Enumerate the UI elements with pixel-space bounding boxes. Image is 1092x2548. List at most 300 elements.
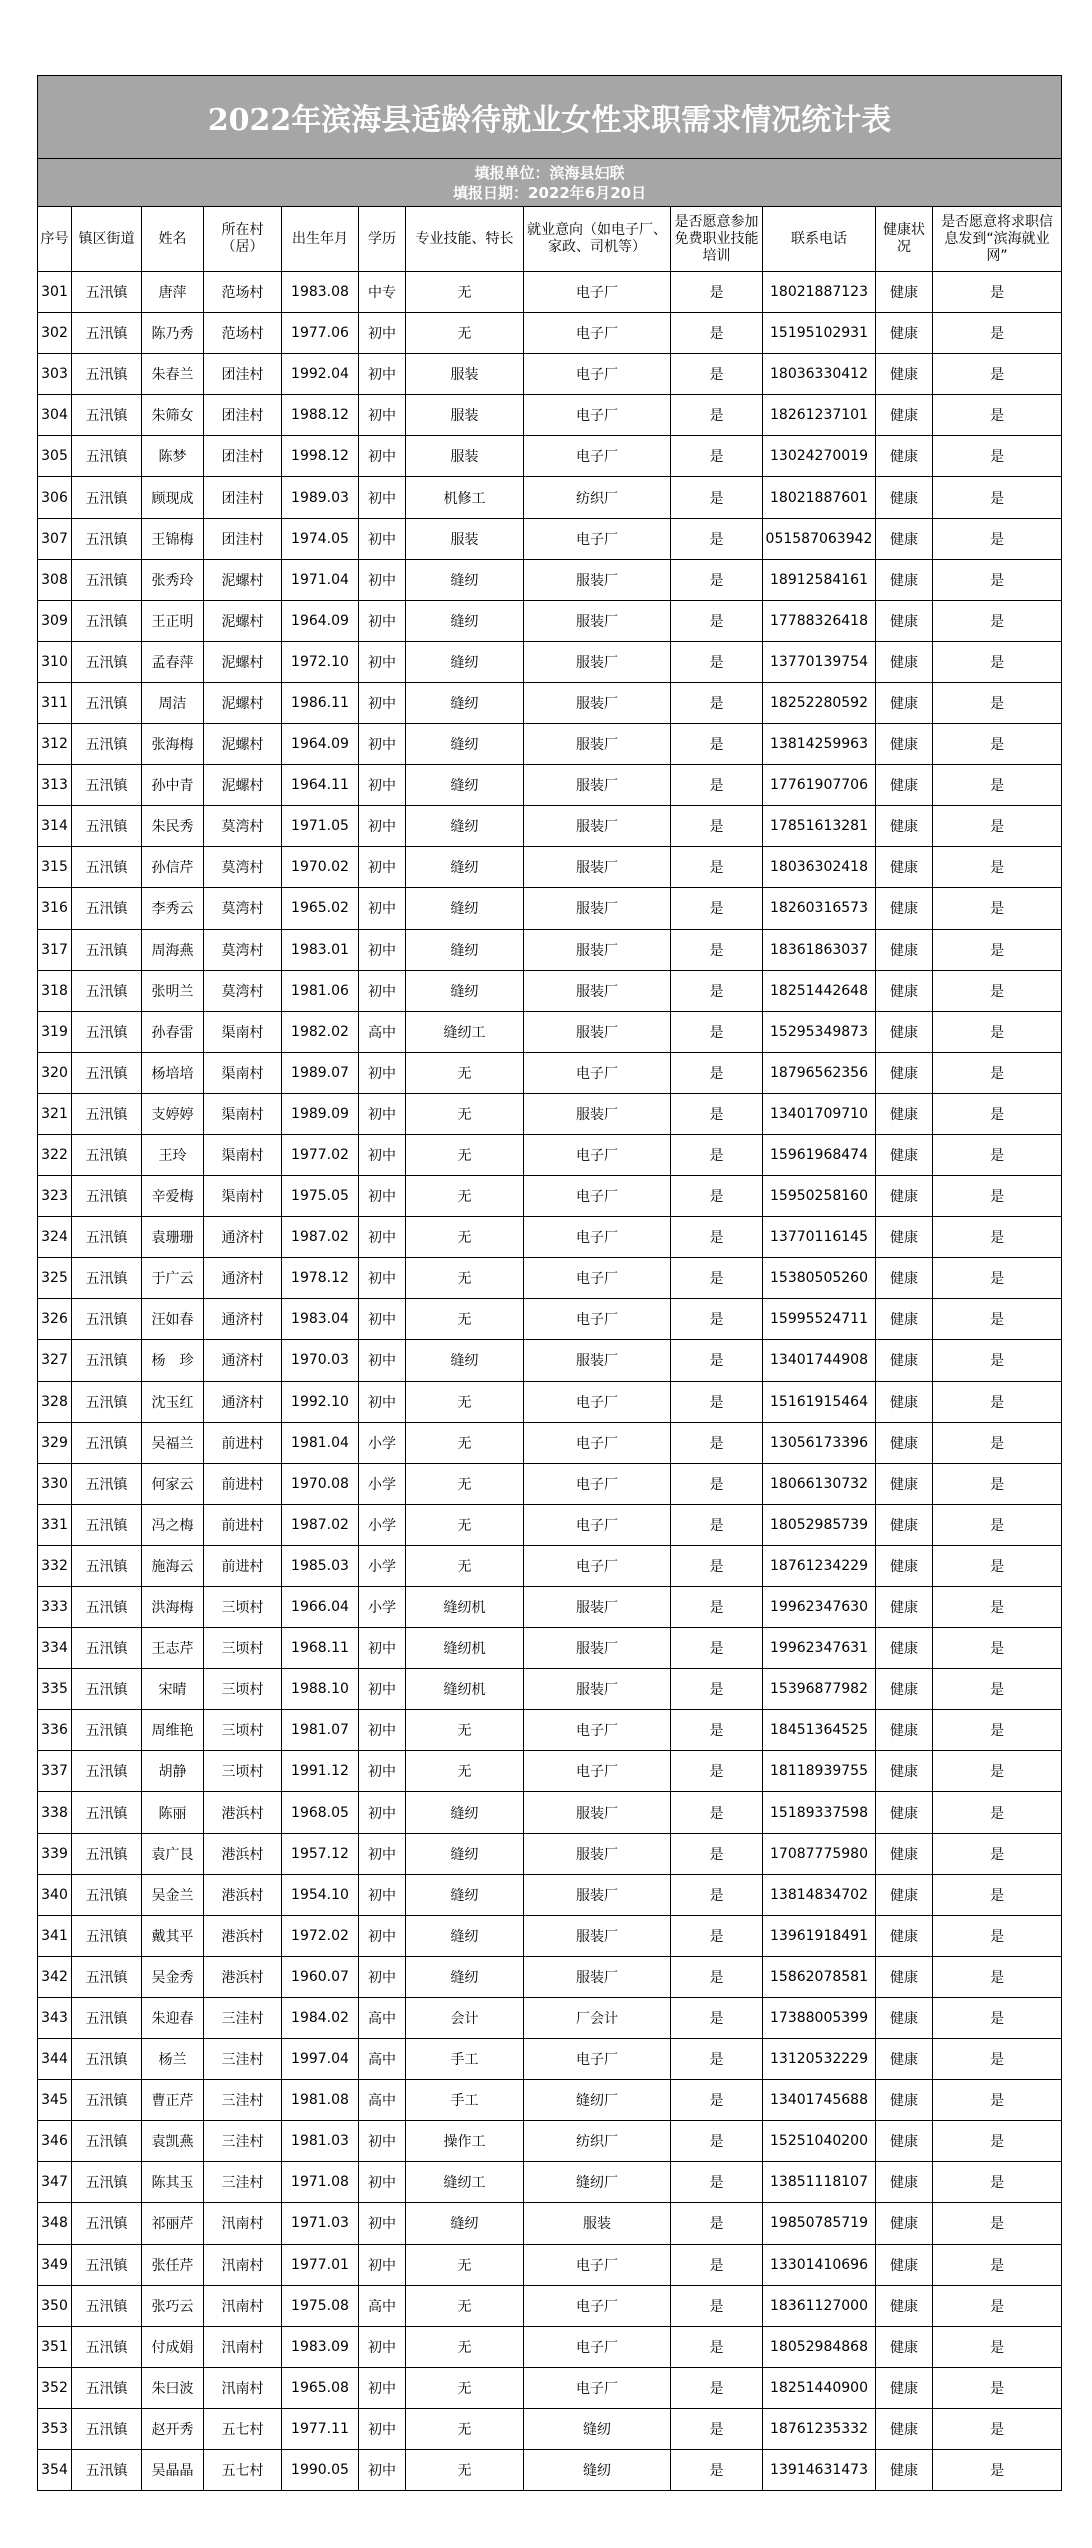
cell-birth: 1985.03 — [282, 1545, 359, 1586]
cell-publish: 是 — [933, 806, 1062, 847]
cell-health: 健康 — [876, 929, 933, 970]
cell-village: 团洼村 — [204, 436, 282, 477]
cell-village: 汛南村 — [204, 2326, 282, 2367]
cell-phone: 18761235332 — [763, 2408, 876, 2449]
cell-village: 前进村 — [204, 1545, 282, 1586]
cell-serial: 354 — [38, 2449, 72, 2490]
cell-town: 五汛镇 — [72, 1504, 142, 1545]
cell-serial: 320 — [38, 1052, 72, 1093]
cell-village: 汛南村 — [204, 2203, 282, 2244]
cell-training: 是 — [671, 1504, 763, 1545]
cell-publish: 是 — [933, 1669, 1062, 1710]
cell-health: 健康 — [876, 765, 933, 806]
cell-phone: 18761234229 — [763, 1545, 876, 1586]
cell-publish: 是 — [933, 1545, 1062, 1586]
cell-town: 五汛镇 — [72, 1997, 142, 2038]
cell-skill: 缝纫 — [406, 970, 524, 1011]
table-row — [38, 2367, 1062, 2408]
cell-name: 周维艳 — [142, 1710, 204, 1751]
reporting-date: 填报日期：2022年6月20日 — [453, 184, 647, 202]
table-body — [38, 272, 1062, 2491]
cell-serial: 301 — [38, 272, 72, 313]
cell-publish: 是 — [933, 1792, 1062, 1833]
cell-intention: 电子厂 — [524, 1299, 671, 1340]
cell-education: 初中 — [359, 1956, 406, 1997]
cell-publish: 是 — [933, 2408, 1062, 2449]
cell-town: 五汛镇 — [72, 929, 142, 970]
cell-name: 吴福兰 — [142, 1422, 204, 1463]
cell-village: 五七村 — [204, 2449, 282, 2490]
cell-education: 初中 — [359, 806, 406, 847]
cell-publish: 是 — [933, 1093, 1062, 1134]
cell-skill: 无 — [406, 1504, 524, 1545]
cell-birth: 1998.12 — [282, 436, 359, 477]
column-header: 学历 — [359, 207, 406, 272]
cell-publish: 是 — [933, 2080, 1062, 2121]
cell-training: 是 — [671, 559, 763, 600]
cell-village: 港浜村 — [204, 1915, 282, 1956]
cell-training: 是 — [671, 1710, 763, 1751]
reporting-unit: 填报单位：滨海县妇联 — [474, 164, 625, 182]
table-row — [38, 2408, 1062, 2449]
cell-birth: 1968.05 — [282, 1792, 359, 1833]
cell-skill: 缝纫工 — [406, 2162, 524, 2203]
table-row — [38, 1628, 1062, 1669]
cell-name: 祁丽芹 — [142, 2203, 204, 2244]
table-row — [38, 313, 1062, 354]
cell-name: 朱曰波 — [142, 2367, 204, 2408]
cell-serial: 336 — [38, 1710, 72, 1751]
cell-training: 是 — [671, 1422, 763, 1463]
cell-phone: 13024270019 — [763, 436, 876, 477]
cell-intention: 电子厂 — [524, 395, 671, 436]
cell-village: 通济村 — [204, 1217, 282, 1258]
cell-serial: 313 — [38, 765, 72, 806]
cell-town: 五汛镇 — [72, 1545, 142, 1586]
cell-town: 五汛镇 — [72, 682, 142, 723]
table-row — [38, 1422, 1062, 1463]
cell-education: 初中 — [359, 518, 406, 559]
cell-publish: 是 — [933, 2367, 1062, 2408]
cell-village: 前进村 — [204, 1422, 282, 1463]
cell-birth: 1977.06 — [282, 313, 359, 354]
cell-health: 健康 — [876, 1751, 933, 1792]
cell-town: 五汛镇 — [72, 1422, 142, 1463]
table-row — [38, 765, 1062, 806]
cell-health: 健康 — [876, 2285, 933, 2326]
cell-skill: 缝纫 — [406, 1340, 524, 1381]
table-row — [38, 2121, 1062, 2162]
cell-birth: 1983.01 — [282, 929, 359, 970]
cell-name: 孟春萍 — [142, 641, 204, 682]
table-row — [38, 1792, 1062, 1833]
cell-training: 是 — [671, 1176, 763, 1217]
cell-serial: 325 — [38, 1258, 72, 1299]
cell-skill: 缝纫 — [406, 682, 524, 723]
cell-serial: 318 — [38, 970, 72, 1011]
cell-town: 五汛镇 — [72, 724, 142, 765]
table-row — [38, 1176, 1062, 1217]
cell-health: 健康 — [876, 1587, 933, 1628]
cell-town: 五汛镇 — [72, 1833, 142, 1874]
cell-village: 三洼村 — [204, 2162, 282, 2203]
cell-education: 初中 — [359, 682, 406, 723]
cell-training: 是 — [671, 2367, 763, 2408]
cell-skill: 缝纫 — [406, 724, 524, 765]
cell-health: 健康 — [876, 2449, 933, 2490]
cell-intention: 服装厂 — [524, 1956, 671, 1997]
cell-name: 朱春兰 — [142, 354, 204, 395]
table-row — [38, 354, 1062, 395]
cell-town: 五汛镇 — [72, 2285, 142, 2326]
cell-education: 初中 — [359, 600, 406, 641]
cell-name: 杨兰 — [142, 2039, 204, 2080]
cell-training: 是 — [671, 765, 763, 806]
table-title: 2022年滨海县适龄待就业女性求职需求情况统计表 — [38, 76, 1062, 159]
cell-education: 初中 — [359, 395, 406, 436]
cell-education: 初中 — [359, 2244, 406, 2285]
cell-town: 五汛镇 — [72, 477, 142, 518]
cell-name: 支婷婷 — [142, 1093, 204, 1134]
table-row — [38, 1833, 1062, 1874]
cell-birth: 1972.02 — [282, 1915, 359, 1956]
cell-birth: 1970.08 — [282, 1463, 359, 1504]
cell-health: 健康 — [876, 477, 933, 518]
cell-publish: 是 — [933, 1052, 1062, 1093]
cell-skill: 缝纫 — [406, 806, 524, 847]
cell-training: 是 — [671, 1669, 763, 1710]
table-row — [38, 641, 1062, 682]
cell-health: 健康 — [876, 1956, 933, 1997]
cell-skill: 缝纫 — [406, 641, 524, 682]
cell-birth: 1975.05 — [282, 1176, 359, 1217]
cell-health: 健康 — [876, 2326, 933, 2367]
cell-publish: 是 — [933, 724, 1062, 765]
cell-serial: 319 — [38, 1011, 72, 1052]
cell-village: 前进村 — [204, 1463, 282, 1504]
cell-intention: 电子厂 — [524, 1545, 671, 1586]
cell-health: 健康 — [876, 272, 933, 313]
cell-birth: 1970.02 — [282, 847, 359, 888]
cell-skill: 缝纫机 — [406, 1669, 524, 1710]
cell-training: 是 — [671, 518, 763, 559]
cell-name: 杨 珍 — [142, 1340, 204, 1381]
cell-name: 张海梅 — [142, 724, 204, 765]
cell-education: 初中 — [359, 354, 406, 395]
cell-intention: 电子厂 — [524, 1052, 671, 1093]
cell-health: 健康 — [876, 2080, 933, 2121]
cell-serial: 343 — [38, 1997, 72, 2038]
cell-phone: 18260316573 — [763, 888, 876, 929]
column-header: 所在村（居） — [204, 207, 282, 272]
cell-name: 王正明 — [142, 600, 204, 641]
cell-education: 初中 — [359, 1052, 406, 1093]
cell-publish: 是 — [933, 1340, 1062, 1381]
cell-name: 戴其平 — [142, 1915, 204, 1956]
cell-health: 健康 — [876, 2162, 933, 2203]
cell-intention: 电子厂 — [524, 2285, 671, 2326]
cell-village: 莫湾村 — [204, 806, 282, 847]
cell-skill: 无 — [406, 2244, 524, 2285]
cell-birth: 1966.04 — [282, 1587, 359, 1628]
cell-phone: 15396877982 — [763, 1669, 876, 1710]
cell-publish: 是 — [933, 518, 1062, 559]
cell-education: 初中 — [359, 1134, 406, 1175]
table-row — [38, 1134, 1062, 1175]
cell-intention: 服装厂 — [524, 1669, 671, 1710]
cell-village: 泥螺村 — [204, 765, 282, 806]
cell-health: 健康 — [876, 1874, 933, 1915]
cell-skill: 缝纫 — [406, 600, 524, 641]
cell-intention: 服装厂 — [524, 1792, 671, 1833]
column-header: 是否愿意参加免费职业技能培训 — [671, 207, 763, 272]
cell-serial: 345 — [38, 2080, 72, 2121]
cell-skill: 手工 — [406, 2039, 524, 2080]
cell-town: 五汛镇 — [72, 1874, 142, 1915]
cell-phone: 18361863037 — [763, 929, 876, 970]
cell-health: 健康 — [876, 1299, 933, 1340]
cell-health: 健康 — [876, 2203, 933, 2244]
cell-birth: 1992.10 — [282, 1381, 359, 1422]
cell-training: 是 — [671, 1792, 763, 1833]
table-row — [38, 2449, 1062, 2490]
cell-birth: 1992.04 — [282, 354, 359, 395]
cell-serial: 331 — [38, 1504, 72, 1545]
cell-phone: 18021887123 — [763, 272, 876, 313]
cell-training: 是 — [671, 1134, 763, 1175]
cell-village: 渠南村 — [204, 1093, 282, 1134]
cell-serial: 303 — [38, 354, 72, 395]
cell-village: 莫湾村 — [204, 929, 282, 970]
cell-publish: 是 — [933, 1710, 1062, 1751]
cell-education: 初中 — [359, 1751, 406, 1792]
cell-education: 初中 — [359, 2408, 406, 2449]
table-row — [38, 2039, 1062, 2080]
cell-serial: 347 — [38, 2162, 72, 2203]
cell-training: 是 — [671, 1381, 763, 1422]
table-row — [38, 2203, 1062, 2244]
table-row — [38, 682, 1062, 723]
cell-intention: 缝纫厂 — [524, 2080, 671, 2121]
cell-serial: 353 — [38, 2408, 72, 2449]
cell-serial: 334 — [38, 1628, 72, 1669]
cell-education: 初中 — [359, 436, 406, 477]
cell-health: 健康 — [876, 313, 933, 354]
cell-skill: 操作工 — [406, 2121, 524, 2162]
cell-name: 周洁 — [142, 682, 204, 723]
cell-training: 是 — [671, 2449, 763, 2490]
cell-health: 健康 — [876, 724, 933, 765]
cell-serial: 304 — [38, 395, 72, 436]
cell-training: 是 — [671, 2244, 763, 2285]
cell-training: 是 — [671, 1587, 763, 1628]
cell-phone: 19850785719 — [763, 2203, 876, 2244]
cell-publish: 是 — [933, 2326, 1062, 2367]
table-row — [38, 559, 1062, 600]
cell-training: 是 — [671, 436, 763, 477]
cell-serial: 337 — [38, 1751, 72, 1792]
cell-health: 健康 — [876, 1669, 933, 1710]
cell-birth: 1989.03 — [282, 477, 359, 518]
cell-intention: 电子厂 — [524, 1258, 671, 1299]
cell-town: 五汛镇 — [72, 970, 142, 1011]
cell-name: 汪如春 — [142, 1299, 204, 1340]
table-row — [38, 2326, 1062, 2367]
cell-town: 五汛镇 — [72, 1628, 142, 1669]
cell-education: 高中 — [359, 2039, 406, 2080]
cell-name: 朱民秀 — [142, 806, 204, 847]
cell-publish: 是 — [933, 1422, 1062, 1463]
cell-phone: 13401709710 — [763, 1093, 876, 1134]
cell-town: 五汛镇 — [72, 765, 142, 806]
table-row — [38, 1956, 1062, 1997]
cell-serial: 327 — [38, 1340, 72, 1381]
cell-skill: 手工 — [406, 2080, 524, 2121]
cell-phone: 13301410696 — [763, 2244, 876, 2285]
cell-health: 健康 — [876, 970, 933, 1011]
column-header: 就业意向（如电子厂、家政、司机等） — [524, 207, 671, 272]
cell-name: 王玲 — [142, 1134, 204, 1175]
cell-town: 五汛镇 — [72, 1258, 142, 1299]
cell-intention: 电子厂 — [524, 1134, 671, 1175]
table-row — [38, 1504, 1062, 1545]
cell-training: 是 — [671, 888, 763, 929]
cell-serial: 335 — [38, 1669, 72, 1710]
cell-phone: 18066130732 — [763, 1463, 876, 1504]
cell-birth: 1965.08 — [282, 2367, 359, 2408]
cell-phone: 18118939755 — [763, 1751, 876, 1792]
cell-birth: 1971.08 — [282, 2162, 359, 2203]
cell-intention: 服装厂 — [524, 1587, 671, 1628]
cell-village: 港浜村 — [204, 1792, 282, 1833]
table-row — [38, 1751, 1062, 1792]
cell-publish: 是 — [933, 395, 1062, 436]
cell-intention: 服装厂 — [524, 806, 671, 847]
cell-town: 五汛镇 — [72, 313, 142, 354]
cell-town: 五汛镇 — [72, 1052, 142, 1093]
cell-serial: 316 — [38, 888, 72, 929]
cell-town: 五汛镇 — [72, 1915, 142, 1956]
cell-training: 是 — [671, 1011, 763, 1052]
cell-skill: 无 — [406, 1217, 524, 1258]
cell-birth: 1981.07 — [282, 1710, 359, 1751]
cell-education: 小学 — [359, 1545, 406, 1586]
cell-intention: 厂会计 — [524, 1997, 671, 2038]
cell-village: 莫湾村 — [204, 847, 282, 888]
table-row — [38, 888, 1062, 929]
cell-publish: 是 — [933, 2244, 1062, 2285]
cell-training: 是 — [671, 682, 763, 723]
cell-training: 是 — [671, 354, 763, 395]
cell-publish: 是 — [933, 1381, 1062, 1422]
table-row — [38, 970, 1062, 1011]
cell-skill: 无 — [406, 1545, 524, 1586]
cell-training: 是 — [671, 1299, 763, 1340]
cell-phone: 19962347630 — [763, 1587, 876, 1628]
cell-intention: 电子厂 — [524, 518, 671, 559]
cell-education: 初中 — [359, 1176, 406, 1217]
cell-skill: 无 — [406, 2449, 524, 2490]
cell-birth: 1977.02 — [282, 1134, 359, 1175]
cell-town: 五汛镇 — [72, 2244, 142, 2285]
cell-village: 泥螺村 — [204, 724, 282, 765]
table-row — [38, 1997, 1062, 2038]
cell-village: 汛南村 — [204, 2285, 282, 2326]
cell-skill: 缝纫 — [406, 1874, 524, 1915]
cell-training: 是 — [671, 847, 763, 888]
cell-skill: 无 — [406, 1093, 524, 1134]
cell-skill: 无 — [406, 2326, 524, 2367]
column-header: 序号 — [38, 207, 72, 272]
cell-village: 港浜村 — [204, 1874, 282, 1915]
cell-phone: 15950258160 — [763, 1176, 876, 1217]
cell-serial: 332 — [38, 1545, 72, 1586]
cell-town: 五汛镇 — [72, 1217, 142, 1258]
cell-name: 孙信芹 — [142, 847, 204, 888]
cell-phone: 15380505260 — [763, 1258, 876, 1299]
cell-name: 何家云 — [142, 1463, 204, 1504]
cell-education: 初中 — [359, 1669, 406, 1710]
cell-publish: 是 — [933, 1258, 1062, 1299]
cell-publish: 是 — [933, 354, 1062, 395]
cell-birth: 1968.11 — [282, 1628, 359, 1669]
cell-phone: 19962347631 — [763, 1628, 876, 1669]
cell-training: 是 — [671, 2285, 763, 2326]
cell-training: 是 — [671, 1874, 763, 1915]
cell-phone: 17761907706 — [763, 765, 876, 806]
cell-skill: 无 — [406, 313, 524, 354]
cell-village: 泥螺村 — [204, 682, 282, 723]
cell-training: 是 — [671, 272, 763, 313]
cell-education: 初中 — [359, 929, 406, 970]
cell-name: 陈丽 — [142, 1792, 204, 1833]
cell-intention: 电子厂 — [524, 354, 671, 395]
cell-name: 唐萍 — [142, 272, 204, 313]
cell-education: 初中 — [359, 765, 406, 806]
cell-skill: 无 — [406, 272, 524, 313]
cell-serial: 342 — [38, 1956, 72, 1997]
cell-town: 五汛镇 — [72, 1299, 142, 1340]
cell-name: 杨培培 — [142, 1052, 204, 1093]
cell-name: 王锦梅 — [142, 518, 204, 559]
cell-village: 三洼村 — [204, 1997, 282, 2038]
cell-health: 健康 — [876, 1176, 933, 1217]
cell-education: 高中 — [359, 2285, 406, 2326]
cell-publish: 是 — [933, 1915, 1062, 1956]
cell-publish: 是 — [933, 1176, 1062, 1217]
cell-birth: 1981.04 — [282, 1422, 359, 1463]
cell-town: 五汛镇 — [72, 1751, 142, 1792]
cell-health: 健康 — [876, 1381, 933, 1422]
cell-intention: 服装厂 — [524, 1833, 671, 1874]
cell-education: 初中 — [359, 1874, 406, 1915]
cell-name: 吴金兰 — [142, 1874, 204, 1915]
table-row — [38, 1669, 1062, 1710]
cell-skill: 缝纫机 — [406, 1587, 524, 1628]
cell-training: 是 — [671, 313, 763, 354]
cell-publish: 是 — [933, 1833, 1062, 1874]
cell-birth: 1991.12 — [282, 1751, 359, 1792]
cell-town: 五汛镇 — [72, 1134, 142, 1175]
cell-town: 五汛镇 — [72, 2367, 142, 2408]
cell-village: 三顷村 — [204, 1751, 282, 1792]
table-row — [38, 929, 1062, 970]
cell-town: 五汛镇 — [72, 1340, 142, 1381]
cell-phone: 13770116145 — [763, 1217, 876, 1258]
cell-serial: 314 — [38, 806, 72, 847]
cell-health: 健康 — [876, 1997, 933, 2038]
cell-education: 初中 — [359, 2449, 406, 2490]
